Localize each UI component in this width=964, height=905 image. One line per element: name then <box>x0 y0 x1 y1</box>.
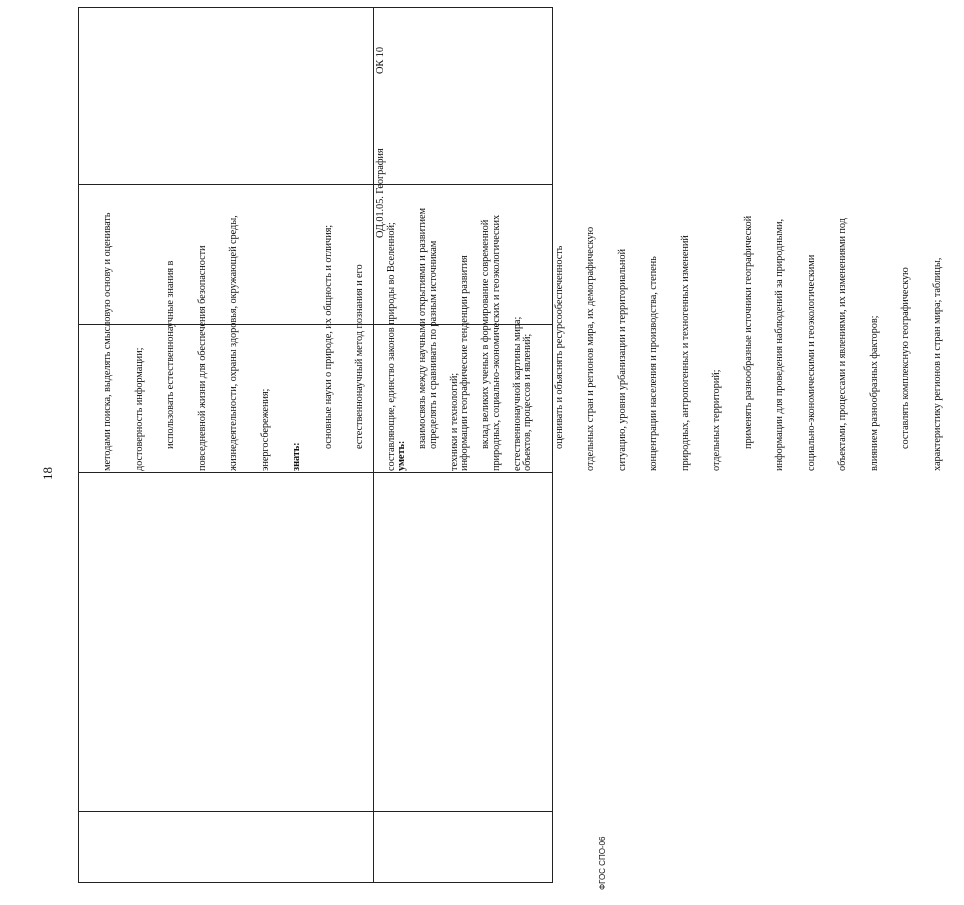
text-line: информации для проведения наблюдений за природными, <box>774 219 785 471</box>
text-line: оценивать и объяснять ресурсообеспеченность <box>553 245 565 449</box>
text-line: объектов, процессов и явлений; <box>522 333 533 471</box>
text-line: использовать естественнонаучные знания в <box>165 260 176 449</box>
text-line: концентрации населения и производства, степень <box>648 256 659 471</box>
text-line: применять разнообразные источники географической <box>742 215 754 449</box>
text-line: достоверность информации; <box>133 347 145 471</box>
text-line: взаимосвязь между научными открытиями и развитием <box>417 208 428 449</box>
text-line: техники и технологий; <box>448 372 460 471</box>
text-line: жизнедеятельности, охраны здоровья, окружающей среды, <box>228 215 239 471</box>
text-line: естественнонаучный метод познания и его <box>354 264 365 449</box>
text-line: природных, социально-экономических и геоэкологических <box>490 214 502 471</box>
text-line: ситуацию, уровни урбанизации и территориальной <box>616 249 628 471</box>
competence-code: ОК 10 <box>375 47 386 74</box>
text-line: энергосбережения; <box>259 388 271 471</box>
text-line: составлять комплексную географическую <box>900 267 911 449</box>
text-line: влиянием разнообразных факторов; <box>868 315 880 471</box>
text-line: основные науки о природе, их общность и отличия; <box>322 224 334 449</box>
text-line: отдельных стран и регионов мира, их демографическую <box>585 226 596 471</box>
section-heading-can: уметь: <box>396 440 407 471</box>
text-line: информации географические тенденции развития <box>459 255 470 471</box>
text-line: определять и сравнивать по разным источникам <box>427 240 439 449</box>
text-line: методами поиска, выделять смысловую основу и оценивать <box>102 212 113 471</box>
column-divider <box>79 811 552 812</box>
column-divider <box>79 472 552 473</box>
text-line: естественнонаучной картины мира; <box>511 316 523 471</box>
text-line: отдельных территорий; <box>711 369 722 471</box>
row2-requirements-cell <box>376 59 964 471</box>
discipline-code: ОД.01.05. География <box>375 148 386 238</box>
page-number: 18 <box>40 467 55 480</box>
footer-label: ФГОС СПО-06 <box>598 836 607 890</box>
text-line: характеристику регионов и стран мира; таблицы, <box>931 257 943 471</box>
text-line: социально-экономическими и геоэкологическими <box>805 254 817 471</box>
text-line: составляющие, единство законов природы во Вселенной; <box>385 222 397 471</box>
text-line: объектами, процессами и явлениями, их изменениями под <box>837 218 848 471</box>
text-line: повседневной жизни для обеспечения безопасности <box>196 245 208 471</box>
text-line: природных, антропогенных и техногенных изменений <box>679 235 691 471</box>
text-line: вклад великих ученых в формирование современной <box>480 219 491 449</box>
section-heading-know: знать: <box>291 442 302 471</box>
